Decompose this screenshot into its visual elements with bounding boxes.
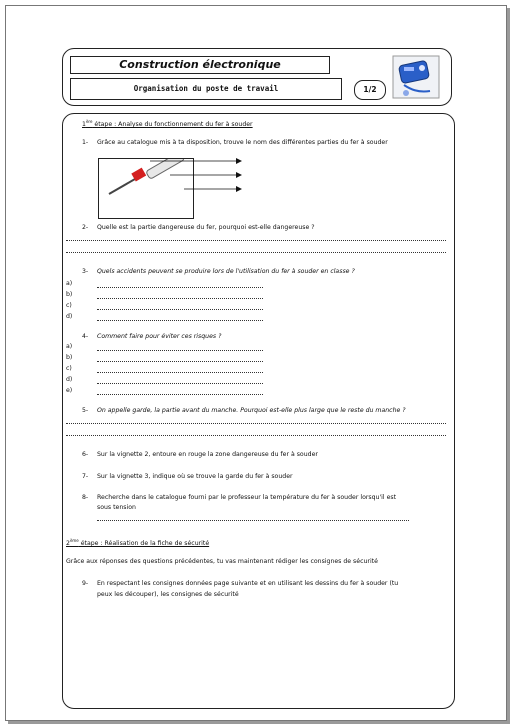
q5-number: 5-	[82, 407, 89, 414]
answer-letter: d)	[66, 376, 73, 383]
q1-number: 1-	[82, 139, 89, 146]
q2-number: 2-	[82, 224, 89, 231]
answer-line[interactable]	[66, 435, 446, 436]
answer-letter: b)	[66, 291, 73, 298]
answer-line[interactable]	[97, 309, 263, 310]
step2-intro: Grâce aux réponses des questions précédentes, tu vas maintenant rédiger les consignes de sécurité	[66, 558, 378, 565]
q1-text: Grâce au catalogue mis à ta disposition, trouve le nom des différentes parties du fer à souder	[97, 139, 388, 146]
q9-number: 9-	[82, 580, 89, 587]
step1-heading: 1ère étape : Analyse du fonctionnement du fer à souder	[82, 119, 253, 129]
answer-line[interactable]	[97, 372, 263, 373]
page-title: Construction électronique	[70, 56, 330, 74]
answer-line[interactable]	[97, 394, 263, 395]
answer-line[interactable]	[97, 287, 263, 288]
answer-line[interactable]	[66, 252, 446, 253]
answer-letter: c)	[66, 365, 72, 372]
electronic-device-icon	[392, 55, 440, 99]
q7-number: 7-	[82, 473, 89, 480]
q8-text-line2: sous tension	[97, 504, 136, 511]
answer-line[interactable]	[66, 240, 446, 241]
answer-line[interactable]	[97, 320, 263, 321]
answer-line[interactable]	[66, 423, 446, 424]
answer-letter: b)	[66, 354, 73, 361]
answer-line[interactable]	[97, 520, 409, 521]
q9-text-line1: En respectant les consignes données page suivante et en utilisant les dessins du fer à souder (tu	[97, 580, 399, 587]
page-subtitle: Organisation du poste de travail	[70, 78, 342, 100]
q7-text: Sur la vignette 3, indique où se trouve la garde du fer à souder	[97, 473, 293, 480]
q8-number: 8-	[82, 494, 89, 501]
answer-line[interactable]	[97, 383, 263, 384]
answer-letter: a)	[66, 280, 73, 287]
q4-number: 4-	[82, 333, 89, 340]
answer-letter: a)	[66, 343, 73, 350]
q3-number: 3-	[82, 268, 89, 275]
answer-line[interactable]	[97, 298, 263, 299]
q6-number: 6-	[82, 451, 89, 458]
answer-letter: d)	[66, 313, 73, 320]
q5-text: On appelle garde, la partie avant du manche. Pourquoi est-elle plus large que le reste du manche ?	[97, 407, 406, 414]
q2-text: Quelle est la partie dangereuse du fer, pourquoi est-elle dangereuse ?	[97, 224, 315, 231]
q8-text-line1: Recherche dans le catalogue fourni par le professeur la température du fer à souder lorsqu'il est	[97, 494, 397, 501]
answer-letter: c)	[66, 302, 72, 309]
page-indicator: 1/2	[354, 80, 386, 100]
answer-line[interactable]	[97, 350, 263, 351]
step2-heading: 2ème étape : Réalisation de la fiche de sécurité	[66, 538, 210, 548]
q9-text-line2: peux les découper), les consignes de sécurité	[97, 591, 239, 598]
q6-text: Sur la vignette 2, entoure en rouge la zone dangereuse du fer à souder	[97, 451, 318, 458]
q4-text: Comment faire pour éviter ces risques ?	[97, 333, 222, 340]
answer-line[interactable]	[97, 361, 263, 362]
answer-letter: e)	[66, 387, 73, 394]
q3-text: Quels accidents peuvent se produire lors de l'utilisation du fer à souder en classe ?	[97, 268, 355, 275]
